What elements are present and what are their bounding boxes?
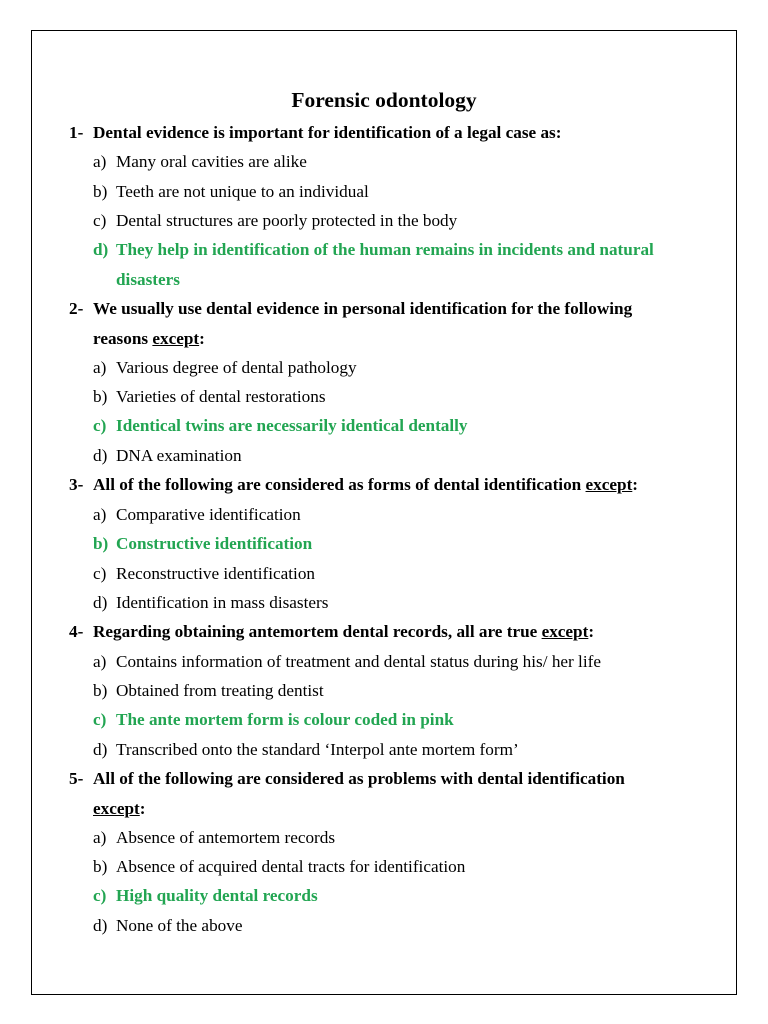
option-text: Varieties of dental restorations bbox=[116, 387, 326, 406]
option-letter: a) bbox=[93, 505, 107, 524]
option-5d bbox=[93, 911, 713, 941]
option-letter: d) bbox=[93, 740, 108, 759]
option-letter: c) bbox=[93, 211, 107, 230]
except-emphasis: except bbox=[152, 328, 200, 348]
question-text: Regarding obtaining antemortem dental records, all are true except: bbox=[93, 622, 595, 641]
option-text: Obtained from treating dentist bbox=[116, 681, 324, 700]
option-letter: c) bbox=[93, 710, 107, 729]
question-2 bbox=[69, 294, 679, 353]
question-text: Dental evidence is important for identification of a legal case as: bbox=[93, 123, 562, 142]
option-4b bbox=[93, 676, 713, 706]
option-letter: d) bbox=[93, 916, 108, 935]
question-4 bbox=[69, 617, 709, 647]
option-2b bbox=[93, 382, 713, 412]
option-2a bbox=[93, 353, 713, 383]
option-text: Comparative identification bbox=[116, 505, 301, 524]
page-title: Forensic odontology bbox=[291, 88, 477, 112]
option-letter: c) bbox=[93, 416, 107, 435]
option-text: Identification in mass disasters bbox=[116, 593, 329, 612]
option-letter: b) bbox=[93, 181, 108, 201]
option-text: None of the above bbox=[116, 916, 243, 935]
question-number: 3- bbox=[69, 475, 84, 494]
option-text: DNA examination bbox=[116, 446, 242, 465]
option-text: Identical twins are necessarily identical dentally bbox=[116, 416, 468, 435]
option-1b bbox=[93, 177, 713, 207]
option-4c-correct-answer bbox=[93, 705, 713, 735]
option-5a bbox=[93, 823, 713, 853]
option-text: Transcribed onto the standard ‘Interpol ante mortem form’ bbox=[116, 740, 519, 759]
option-4a bbox=[93, 647, 713, 677]
question-1 bbox=[69, 118, 709, 148]
option-text: The ante mortem form is colour coded in pink bbox=[116, 710, 454, 729]
option-4d bbox=[93, 735, 713, 765]
question-text: All of the following are considered as forms of dental identification except: bbox=[93, 475, 639, 494]
option-2c-correct-answer bbox=[93, 411, 713, 441]
option-letter: b) bbox=[93, 681, 108, 700]
except-emphasis: except bbox=[93, 798, 140, 818]
option-1d-correct-answer bbox=[93, 235, 693, 294]
option-5c-correct-answer bbox=[93, 881, 713, 911]
option-5b bbox=[93, 852, 713, 882]
option-letter: b) bbox=[93, 387, 108, 406]
option-letter: a) bbox=[93, 828, 107, 847]
option-text: Absence of antemortem records bbox=[116, 828, 336, 847]
option-1a bbox=[93, 147, 713, 177]
option-text: Reconstructive identification bbox=[116, 564, 316, 583]
option-text: Many oral cavities are alike bbox=[116, 152, 307, 171]
option-3a bbox=[93, 500, 713, 530]
except-emphasis: except bbox=[585, 475, 633, 494]
option-text: They help in identification of the human remains in incidents and natural disasters bbox=[116, 240, 654, 289]
option-1c bbox=[93, 206, 713, 236]
option-letter: a) bbox=[93, 152, 107, 171]
option-text: High quality dental records bbox=[116, 886, 318, 905]
option-letter: c) bbox=[93, 886, 107, 905]
option-3b-correct-answer bbox=[93, 529, 713, 559]
question-text: We usually use dental evidence in personal identification for the following reasons except: bbox=[93, 299, 633, 348]
option-3c bbox=[93, 559, 713, 589]
option-letter: b) bbox=[93, 857, 108, 876]
option-letter: b) bbox=[93, 534, 109, 553]
question-number: 5- bbox=[69, 769, 84, 788]
option-text: Constructive identification bbox=[116, 534, 313, 553]
option-letter: a) bbox=[93, 652, 107, 671]
option-2d bbox=[93, 441, 713, 471]
option-letter: d) bbox=[93, 446, 108, 465]
question-5 bbox=[69, 764, 669, 823]
question-number: 4- bbox=[69, 622, 84, 641]
option-letter: c) bbox=[93, 564, 107, 583]
question-number: 1- bbox=[69, 123, 84, 142]
option-text: Dental structures are poorly protected in the body bbox=[116, 211, 458, 230]
option-text: Absence of acquired dental tracts for identification bbox=[116, 857, 466, 876]
option-text: Contains information of treatment and dental status during his/ her life bbox=[116, 652, 601, 671]
option-text: Teeth are not unique to an individual bbox=[116, 181, 369, 201]
option-letter: d) bbox=[93, 593, 108, 612]
question-3 bbox=[69, 470, 709, 500]
question-text: All of the following are considered as problems with dental identification except: bbox=[93, 769, 625, 818]
except-emphasis: except bbox=[541, 622, 589, 641]
option-3d bbox=[93, 588, 713, 618]
question-number: 2- bbox=[69, 299, 84, 318]
option-letter: d) bbox=[93, 240, 109, 259]
option-letter: a) bbox=[93, 358, 107, 377]
option-text: Various degree of dental pathology bbox=[116, 358, 357, 377]
